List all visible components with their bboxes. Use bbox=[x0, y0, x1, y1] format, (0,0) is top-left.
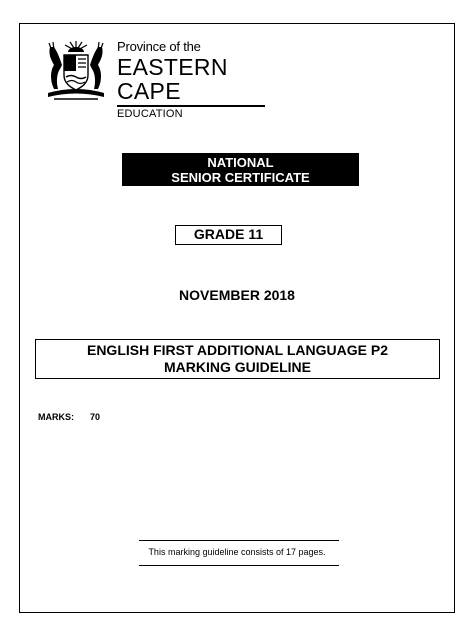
subject-box bbox=[35, 339, 440, 379]
marks-label: MARKS: bbox=[38, 412, 74, 422]
footer-top-rule bbox=[139, 540, 339, 541]
province-name: EASTERN CAPE bbox=[117, 54, 228, 104]
certificate-title: SENIOR CERTIFICATE bbox=[171, 170, 310, 185]
brand-underline bbox=[117, 105, 265, 107]
certificate-banner bbox=[122, 153, 359, 186]
coat-of-arms-icon bbox=[40, 37, 112, 103]
department-name: EDUCATION bbox=[117, 108, 183, 120]
page-count-note: This marking guideline consists of 17 pages. bbox=[148, 547, 326, 557]
document-type: MARKING GUIDELINE bbox=[164, 359, 311, 375]
subject-title: ENGLISH FIRST ADDITIONAL LANGUAGE P2 bbox=[86, 342, 388, 358]
marks-row bbox=[38, 412, 100, 422]
grade-label: GRADE 11 bbox=[175, 225, 282, 245]
certificate-national: NATIONAL bbox=[207, 155, 274, 170]
province-line: Province of the bbox=[117, 39, 201, 54]
marks-value: 70 bbox=[90, 412, 101, 422]
department-logo-text bbox=[117, 40, 277, 121]
footer-bottom-rule bbox=[139, 565, 339, 566]
exam-date: NOVEMBER 2018 bbox=[179, 287, 295, 303]
